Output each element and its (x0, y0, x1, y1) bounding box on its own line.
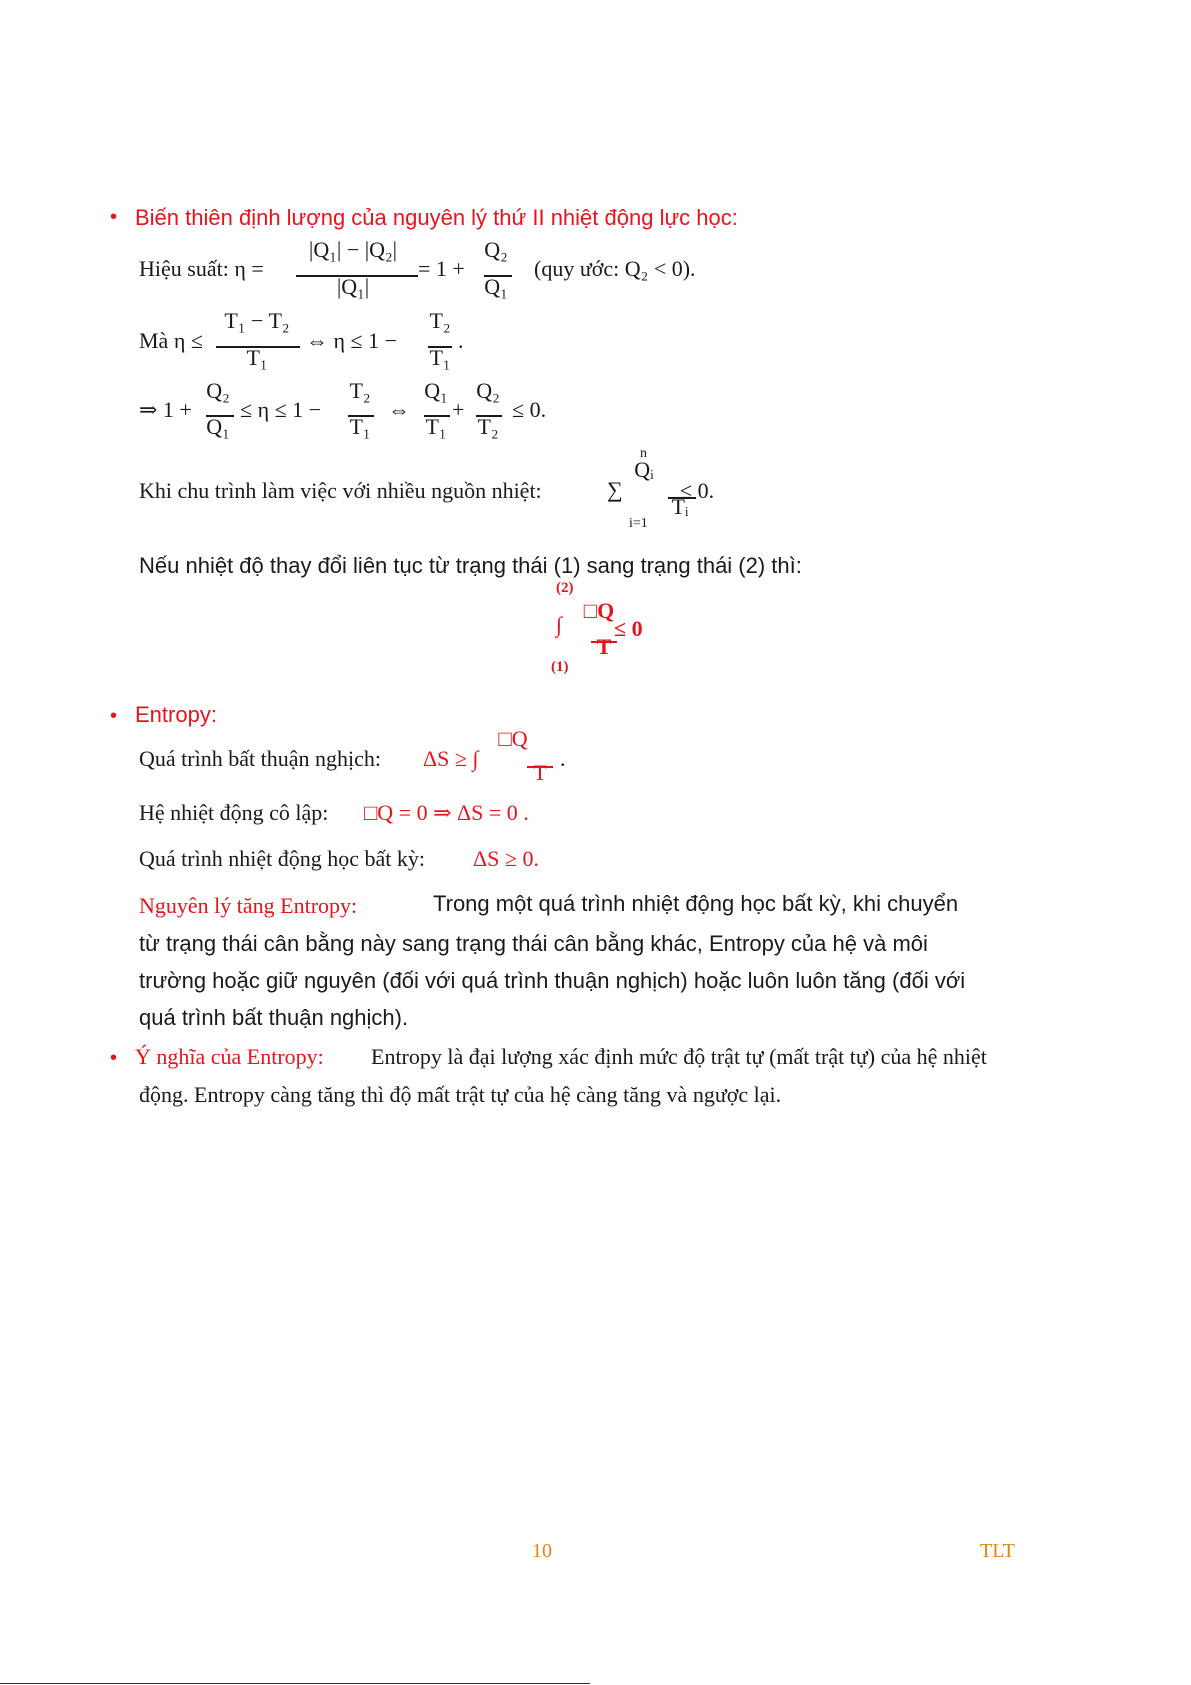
irreversible-denominator: T (533, 760, 547, 785)
multi-source-denominator: Tᵢ (671, 494, 689, 519)
principle-line-1: Trong một quá trình nhiệt động học bất kỳ, khi chuyển (433, 891, 959, 916)
any-process-expression: ΔS ≥ 0. (473, 846, 539, 871)
bottom-rule (0, 1683, 590, 1684)
section-heading-meaning: Ý nghĩa của Entropy: (135, 1044, 324, 1069)
any-process-label: Quá trình nhiệt động học bất kỳ: (139, 846, 425, 871)
integral-denominator: T (596, 634, 612, 659)
integral-tail: ≤ 0 (614, 616, 643, 641)
footer-author: TLT (980, 1540, 1015, 1562)
since-lead: Mà η ≤ (139, 328, 203, 353)
isolated-expression: □Q = 0 ⇒ ΔS = 0 . (364, 800, 529, 825)
irreversible-expression: ΔS ≥ ∫ (423, 746, 479, 771)
page-number: 10 (532, 1540, 552, 1562)
efficiency-fraction-numerator: |Q₁| − |Q₂| (308, 237, 398, 262)
since-fraction-numerator: T₁ − T₂ (224, 308, 290, 333)
meaning-line-2: động. Entropy càng tăng thì độ mất trật tự của hệ càng tăng và ngược lại. (139, 1082, 782, 1107)
integral-lower-limit: (1) (551, 659, 569, 675)
principle-line-4: quá trình bất thuận nghịch). (139, 1005, 409, 1030)
therefore-f2-numerator: T₂ (349, 378, 371, 403)
irreversible-label: Quá trình bất thuận nghịch: (139, 746, 381, 771)
section-heading-quantitative: Biến thiên định lượng của nguyên lý thứ II nhiệt động lực học: (135, 205, 738, 230)
since-fraction2-numerator: T₂ (429, 308, 451, 333)
irreversible-numerator: □Q (498, 726, 528, 751)
therefore-f3-denominator: T₁ (425, 414, 447, 439)
isolated-label: Hệ nhiệt động cô lập: (139, 800, 329, 825)
therefore-f4-numerator: Q₂ (476, 378, 500, 403)
therefore-f1-numerator: Q₂ (206, 378, 230, 403)
therefore-f3-numerator: Q₁ (424, 378, 448, 403)
therefore-f1-denominator: Q₁ (206, 414, 230, 439)
efficiency-mid: = 1 + (418, 256, 465, 281)
since-fraction-denominator: T₁ (246, 345, 268, 370)
bullet-marker: • (110, 206, 118, 228)
section-heading-entropy: Entropy: (135, 702, 217, 727)
therefore-lead: ⇒ 1 + (139, 397, 192, 422)
principle-line-3: trường hoặc giữ nguyên (đối với quá trình thuận nghịch) hoặc luôn luôn tăng (đối với (139, 968, 966, 993)
multi-source-tail: ≤ 0. (680, 478, 715, 503)
since-fraction2-denominator: T₁ (429, 345, 451, 370)
therefore-mid2: ⇔ (388, 397, 410, 422)
multi-source-lead: Khi chu trình làm việc với nhiều nguồn nhiệt: (139, 478, 542, 503)
integral-sign: ∫ (556, 612, 563, 637)
efficiency-fraction-denominator: |Q₁| (336, 274, 370, 299)
integral-numerator: □Q (583, 598, 615, 623)
efficiency-lead: Hiệu suất: η = (139, 256, 264, 281)
efficiency-fraction2-denominator: Q₁ (484, 274, 508, 299)
bullet-marker: • (110, 705, 118, 727)
efficiency-fraction2-numerator: Q₂ (484, 237, 508, 262)
since-mid: ⇔ η ≤ 1 − (306, 328, 397, 353)
principle-title: Nguyên lý tăng Entropy: (139, 893, 358, 918)
sum-lower-limit: i=1 (629, 516, 648, 531)
integral-upper-limit: (2) (556, 580, 574, 596)
therefore-tail: ≤ 0. (512, 397, 547, 422)
therefore-f4-denominator: T₂ (477, 414, 499, 439)
since-tail: . (458, 328, 464, 353)
principle-line-2: từ trạng thái cân bằng này sang trạng thái cân bằng khác, Entropy của hệ và môi (139, 931, 928, 956)
efficiency-note: (quy ước: Q₂ < 0). (534, 256, 696, 281)
therefore-plus: + (452, 397, 465, 422)
bullet-marker: • (110, 1047, 118, 1069)
therefore-mid1: ≤ η ≤ 1 − (240, 397, 322, 422)
therefore-f2-denominator: T₁ (349, 414, 371, 439)
multi-source-numerator: Qᵢ (634, 457, 654, 482)
meaning-line-1: Entropy là đại lượng xác định mức độ trật tự (mất trật tự) của hệ nhiệt (371, 1044, 987, 1069)
continuous-text: Nếu nhiệt độ thay đổi liên tục từ trạng thái (1) sang trạng thái (2) thì: (139, 553, 802, 578)
sum-sign: ∑ (607, 477, 623, 502)
sum-upper-limit: n (640, 446, 647, 461)
irreversible-tail: . (560, 746, 566, 771)
